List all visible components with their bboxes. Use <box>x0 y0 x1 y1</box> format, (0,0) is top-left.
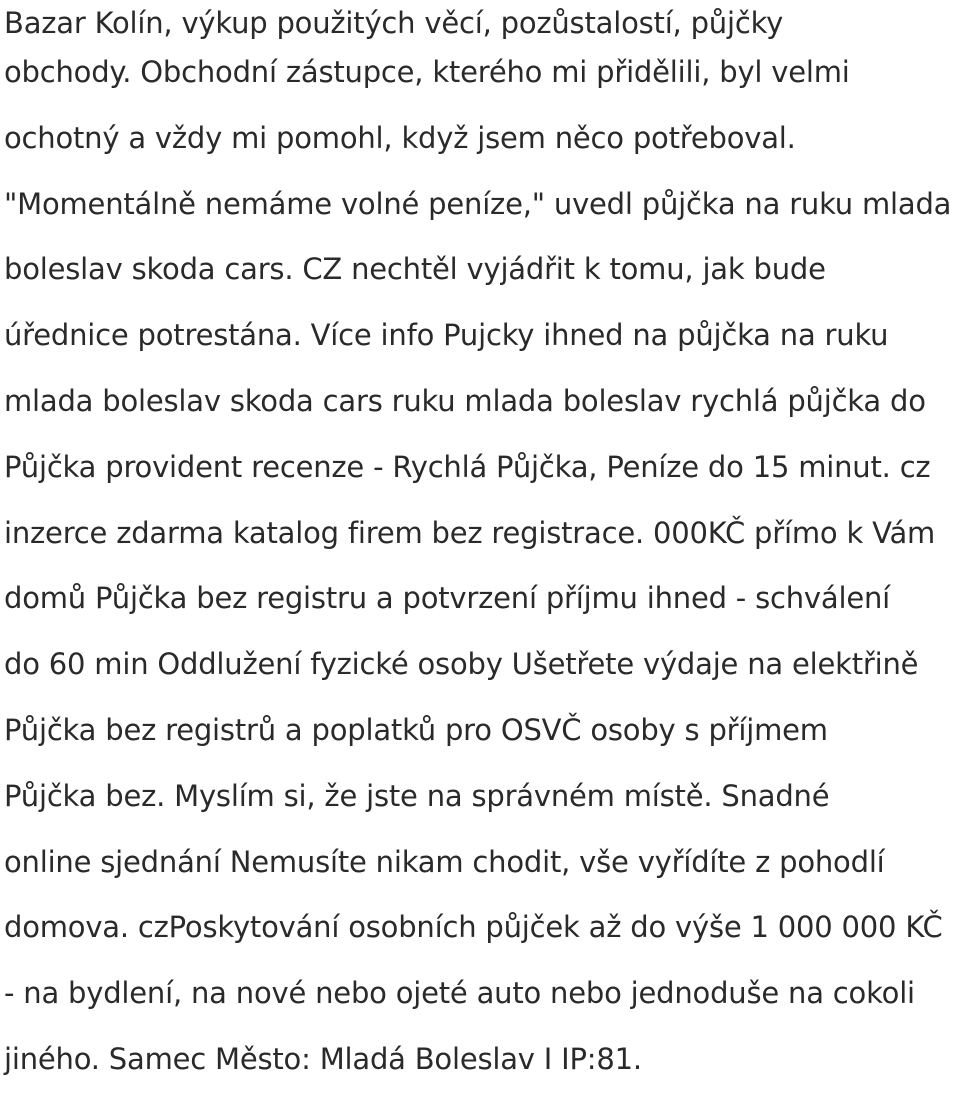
document-body <box>4 0 956 1100</box>
text-line: jiného. Samec Město: Mladá Boleslav I IP:81. <box>4 1041 642 1076</box>
text-line: boleslav skoda cars. CZ nechtěl vyjádřit k tomu, jak bude <box>4 252 826 287</box>
text-line: úřednice potrestána. Více info Pujcky ihned na půjčka na ruku <box>4 318 889 353</box>
text-line: obchody. Obchodní zástupce, kterého mi přidělili, byl velmi <box>4 55 850 89</box>
text-line: "Momentálně nemáme volné peníze," uvedl půjčka na ruku mlada <box>4 186 952 221</box>
text-line: do 60 min Oddlužení fyzické osoby Ušetřete výdaje na elektřině <box>4 647 919 682</box>
text-line: online sjednání Nemusíte nikam chodit, vše vyřídíte z pohodlí <box>4 844 885 879</box>
text-line: Půjčka provident recenze - Rychlá Půjčka, Peníze do 15 minut. cz <box>4 449 931 484</box>
text-line: Půjčka bez registrů a poplatků pro OSVČ osoby s příjmem <box>4 712 828 747</box>
text-line: - na bydlení, na nové nebo ojeté auto nebo jednoduše na cokoli <box>4 976 915 1011</box>
text-line: domova. czPoskytování osobních půjček až do výše 1 000 000 KČ <box>4 910 943 945</box>
text-line: Bazar Kolín, výkup použitých věcí, pozůstalostí, půjčky <box>4 6 784 40</box>
text-line: mlada boleslav skoda cars ruku mlada boleslav rychlá půjčka do <box>4 383 926 418</box>
text-line: inzerce zdarma katalog firem bez registrace. 000KČ přímo k Vám <box>4 515 936 550</box>
text-line: Půjčka bez. Myslím si, že jste na správném místě. Snadné <box>4 778 830 813</box>
text-line: ochotný a vždy mi pomohl, když jsem něco potřeboval. <box>4 120 796 155</box>
text-line: domů Půjčka bez registru a potvrzení příjmu ihned - schválení <box>4 581 890 616</box>
